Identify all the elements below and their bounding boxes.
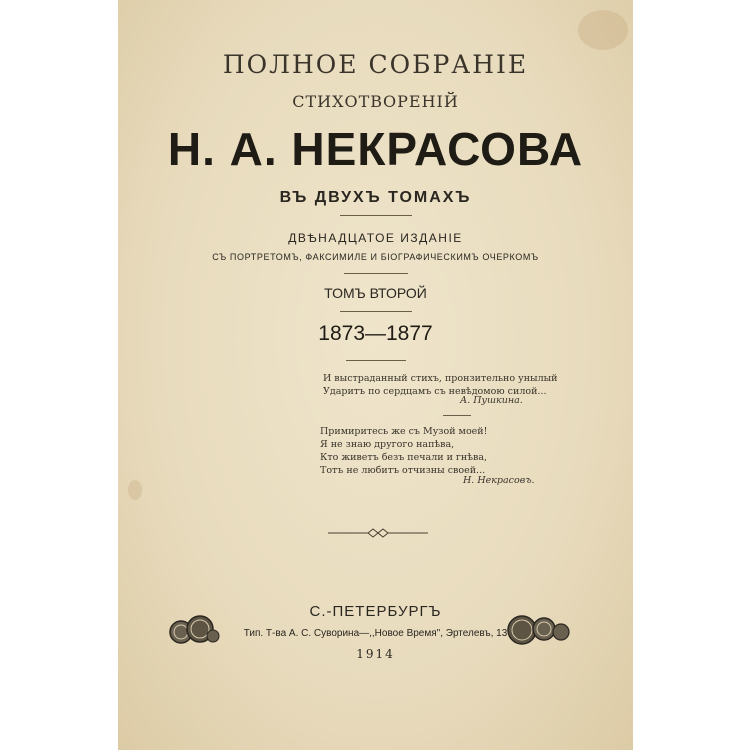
divider	[344, 273, 408, 274]
volume-label: ТОМЪ ВТОРОЙ	[324, 285, 427, 301]
title-line-1: ПОЛНОЕ СОБРАНІЕ	[222, 50, 529, 79]
divider	[443, 415, 471, 416]
epigraph-1-author: А. Пушкина.	[460, 395, 523, 406]
imprint-city: С.-ПЕТЕРБУРГЪ	[309, 603, 442, 620]
ornament-divider	[328, 528, 428, 538]
title-page	[118, 0, 633, 750]
paper-stain	[578, 10, 628, 50]
title-line-2: СТИХОТВОРЕНІЙ	[292, 92, 459, 111]
volumes-note: ВЪ ДВУХЪ ТОМАХЪ	[279, 189, 472, 206]
epigraph-2-line: Тотъ не любитъ отчизны своей...	[320, 465, 486, 476]
epigraph-1-line: И выстраданный стихъ, пронзительно унылый	[323, 373, 558, 384]
epigraph-2-author: Н. Некрасовъ.	[463, 475, 535, 486]
edition-details: СЪ ПОРТРЕТОМЪ, ФАКСИМИЛЕ И БІОГРАФИЧЕСКИМЪ ОЧЕРКОМЪ	[212, 252, 539, 262]
epigraph-2-line: Я не знаю другого напѣва,	[320, 439, 455, 450]
imprint-printer: Тип. Т-ва А. С. Суворина—,,Новое Время", Эртелевъ, 13	[243, 628, 508, 639]
volume-years: 1873—1877	[318, 322, 433, 345]
author-name: Н. А. НЕКРАСОВА	[167, 123, 584, 175]
epigraph-2-line: Кто живетъ безъ печали и гнѣва,	[320, 452, 488, 463]
divider	[340, 311, 412, 312]
paper-stain	[128, 480, 142, 500]
divider	[346, 360, 406, 361]
divider	[340, 215, 412, 216]
epigraph-1-line: Ударитъ по сердцамъ съ невѣдомою силой...	[323, 386, 547, 397]
medals-right-emblem	[506, 610, 570, 650]
medals-left-emblem	[168, 612, 220, 650]
epigraph-2-line: Примиритесь же съ Музой моей!	[320, 426, 488, 437]
edition-label: ДВѢНАДЦАТОЕ ИЗДАНІЕ	[288, 231, 463, 245]
imprint-year: 1914	[356, 647, 395, 661]
